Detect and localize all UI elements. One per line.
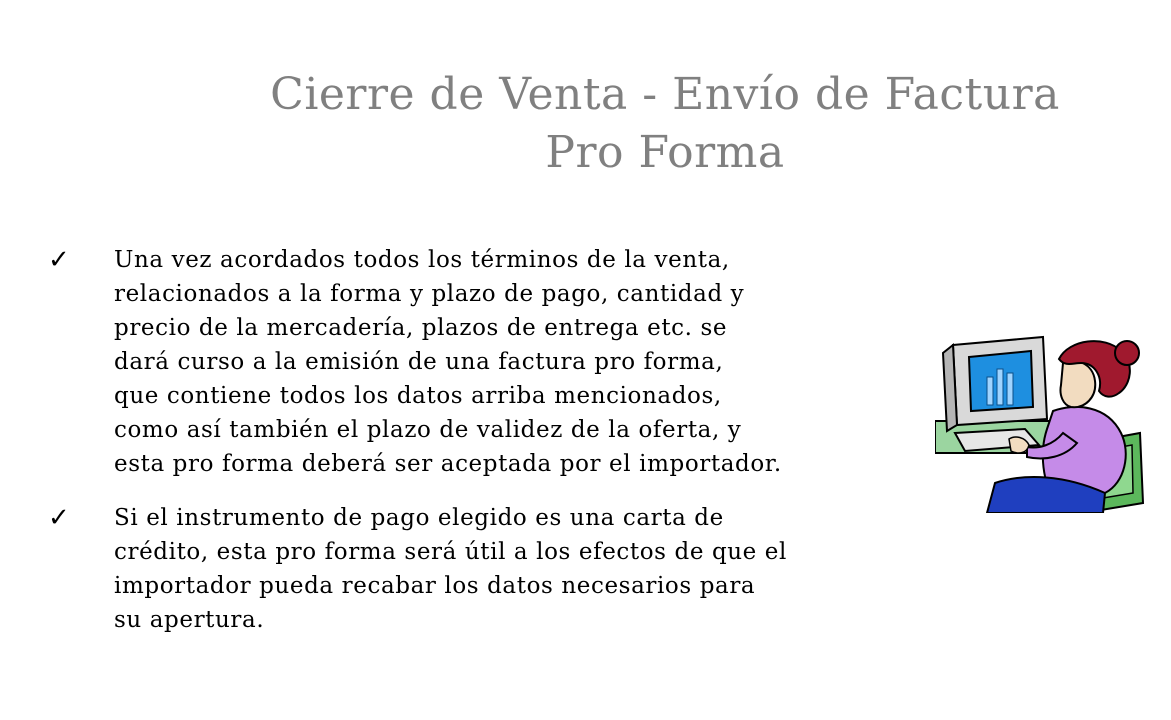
bullet-1-line-7: esta pro forma deberá ser aceptada por el importador. bbox=[114, 451, 782, 477]
bullet-item-2 bbox=[0, 501, 1000, 637]
bullet-2-line-1: Si el instrumento de pago elegido es una carta de bbox=[114, 505, 724, 531]
checkmark-icon: ✓ bbox=[48, 245, 70, 275]
face-shape bbox=[1060, 361, 1095, 407]
checkmark-icon: ✓ bbox=[48, 503, 70, 533]
bullet-item-1 bbox=[0, 243, 1000, 481]
bullet-1-line-5: que contiene todos los datos arriba mencionados, bbox=[114, 383, 722, 409]
woman-at-computer-icon bbox=[935, 333, 1150, 513]
bullet-1-line-3: precio de la mercadería, plazos de entrega etc. se bbox=[114, 315, 728, 341]
bullet-list bbox=[0, 243, 1000, 657]
bullet-2-line-3: importador pueda recabar los datos necesarios para bbox=[114, 573, 756, 599]
slide-title bbox=[230, 66, 1100, 182]
slide-title-line-2: Pro Forma bbox=[545, 127, 785, 178]
bullet-1-line-1: Una vez acordados todos los términos de la venta, bbox=[114, 247, 730, 273]
hair-bun bbox=[1115, 341, 1139, 365]
bullet-1-line-2: relacionados a la forma y plazo de pago, cantidad y bbox=[114, 281, 745, 307]
bullet-text-1 bbox=[114, 243, 964, 481]
bullet-1-line-4: dará curso a la emisión de una factura pro forma, bbox=[114, 349, 724, 375]
slide-title-line-1: Cierre de Venta - Envío de Factura bbox=[270, 69, 1060, 120]
screen-bar-3 bbox=[1007, 373, 1013, 405]
bullet-2-line-2: crédito, esta pro forma será útil a los efectos de que el bbox=[114, 539, 787, 565]
bullet-2-line-4: su apertura. bbox=[114, 607, 265, 633]
bullet-1-line-6: como así también el plazo de validez de la oferta, y bbox=[114, 417, 742, 443]
screen-bar-2 bbox=[997, 369, 1003, 405]
screen-bar-1 bbox=[987, 377, 993, 405]
bullet-text-2 bbox=[114, 501, 964, 637]
